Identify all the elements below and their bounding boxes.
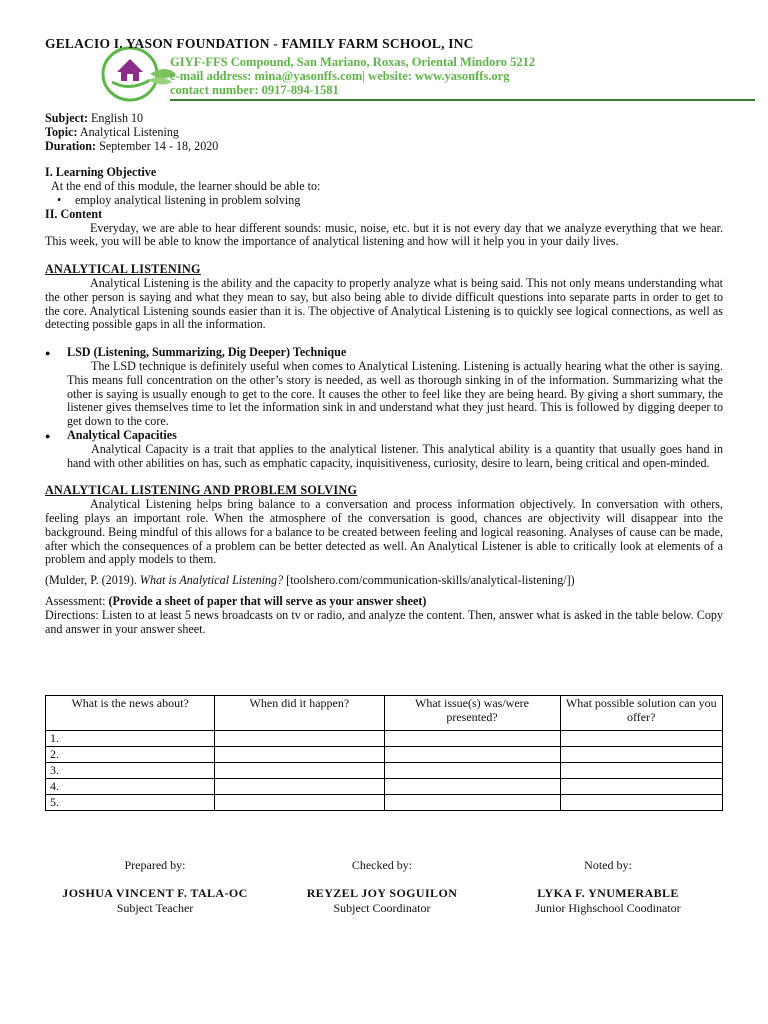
school-logo-house-leaf-icon [100,44,180,104]
column-header: When did it happen? [215,696,384,731]
signatory-position: Subject Teacher [116,901,194,915]
objective-intro: At the end of this module, the learner should be able to: [51,179,321,194]
answer-cell[interactable] [384,747,560,763]
prepared-by-signature [40,858,270,916]
source-citation [45,574,723,588]
answer-cell[interactable] [215,795,384,811]
signatory-name: JOSHUA VINCENT F. TALA-OC [62,886,248,900]
citation-title: What is Analytical Listening? [139,573,284,588]
table-row [46,747,723,763]
answer-cell[interactable] [384,763,560,779]
topic-value: Analytical Listening [79,124,179,139]
content-paragraph: Everyday, we are able to hear different sounds: music, noise, etc. but it is not every day that we analyze everything that we hear. This week, you will be able to know the importance of analytical listening and how will it help you in your daily lives. [45,220,723,249]
organization-name: GELACIO I. YASON FOUNDATION - FAMILY FARM SCHOOL, INC [45,36,474,51]
analytical-capacities-heading: ● Analytical Capacities [45,429,723,443]
table-row [46,763,723,779]
analytical-listening-paragraph: Analytical Listening is the ability and the capacity to properly analyze what is being said. This not only means understanding what the other person is saying and what they mean to say, but also being able to divide difficult questions into separate parts in order to get to the core. Analytical Listening sounds easier than it is. The objective of Analytical Listening is to quickly see logical connections, as well as detecting possible gaps in all the information. [45,275,723,332]
content-heading: II. Content [45,206,103,221]
assessment-line [45,595,723,609]
signature-label: Prepared by: [124,858,186,872]
table-header-row [46,696,723,731]
subject-value: English 10 [91,111,144,125]
signatory-position: Junior Highschool Coodinator [535,901,681,915]
answer-cell[interactable] [560,731,722,747]
row-number[interactable]: 2. [46,747,215,763]
signatory-name: REYZEL JOY SOGUILON [306,886,458,900]
objective-bullet: • employ analytical listening in problem solving [45,194,723,208]
table-row [46,795,723,811]
row-number[interactable]: 4. [46,779,215,795]
answer-cell[interactable] [560,747,722,763]
answer-cell[interactable] [384,779,560,795]
answer-cell[interactable] [560,779,722,795]
table-row [46,779,723,795]
answer-cell[interactable] [215,731,384,747]
letterhead [45,36,725,106]
column-header: What is the news about? [46,696,215,731]
subject-row [45,112,723,126]
answer-cell[interactable] [560,795,722,811]
analytical-capacities-paragraph: Analytical Capacity is a trait that applies to the analytical listener. This analytical ability is a quantity that usually goes hand in hand with other abilities on has, such as emphatic capacity, inquisitiveness, curiosity, desire to learn, being critical and open-minded. [67,441,723,470]
topic-row [45,126,723,140]
header-divider [170,99,755,101]
signature-label: Noted by: [584,858,632,872]
module-body [45,112,723,636]
column-header: What issue(s) was/were presented? [384,696,560,731]
answer-cell[interactable] [384,731,560,747]
assessment-label: Assessment: [45,593,109,608]
objective-heading: I. Learning Objective [45,165,157,180]
answer-cell[interactable] [215,763,384,779]
lsd-technique-heading: ● LSD (Listening, Summarizing, Dig Deeper) Technique [45,346,723,360]
problem-solving-paragraph: Analytical Listening helps bring balance to a conversation and process information objectively. In conversation with others, feeling plays an important role. When the atmosphere of the conversation is good, chances are objectivity will disappear into the background. Being mindful of this allows for a balance to be created between feeling and logical reasoning. Analyses of cause can be made, after which the consequences of a problem can be better detected as well. An Analytical Listener is able to critically look at elements of a problem and apply models to them. [45,497,723,567]
duration-value: September 14 - 18, 2020 [99,138,219,153]
email-website-line[interactable]: e-mail address: mina@yasonffs.com| website: www.yasonffs.org [170,69,510,83]
answer-cell[interactable] [215,779,384,795]
signatory-position: Subject Coordinator [333,901,431,915]
row-number[interactable]: 3. [46,763,215,779]
answer-cell[interactable] [560,763,722,779]
contact-number-line: contact number: 0917-894-1581 [170,83,339,97]
assessment-directions: Directions: Listen to at least 5 news broadcasts on tv or radio, and analyze the content. Then, answer what is asked in the table below. Copy and answer in your answer sheet. [45,607,723,636]
subject-label: Subject: [45,111,88,125]
checked-by-signature [267,858,497,916]
row-number[interactable]: 1. [46,731,215,747]
signatory-name: LYKA F. YNUMERABLE [537,886,679,900]
row-number[interactable]: 5. [46,795,215,811]
assessment-note: (Provide a sheet of paper that will serve as your answer sheet) [108,593,427,608]
lsd-technique-paragraph: The LSD technique is definitely useful when comes to Analytical Listening. Listening is actually hearing what the other is saying. This means full concentration on the other’s story is needed, as well as thorough sinking in of the information. Summarizing what the other is saying is usually enough to get to the core. It causes the other to feel like they are being heard. By giving a short summary, the listener gives themselves time to let the information sink in and understand what they just heard. This is followed by digging deeper to get down to the core. [67,358,723,429]
assessment-table [45,695,723,811]
noted-by-signature [493,858,723,916]
column-header: What possible solution can you offer? [560,696,722,731]
signature-label: Checked by: [351,858,413,872]
answer-cell[interactable] [215,747,384,763]
analytical-listening-heading: ANALYTICAL LISTENING [45,262,201,277]
table-row [46,731,723,747]
duration-row [45,140,723,154]
topic-label: Topic: [45,124,78,139]
citation-link[interactable]: [toolshero.com/communication-skills/analytical-listening/]) [283,573,575,588]
school-address: GIYF-FFS Compound, San Mariano, Roxas, Oriental Mindoro 5212 [170,55,536,69]
answer-cell[interactable] [384,795,560,811]
citation-author: (Mulder, P. (2019). [45,573,140,588]
duration-label: Duration: [45,138,97,153]
problem-solving-heading: ANALYTICAL LISTENING AND PROBLEM SOLVING [45,483,358,498]
